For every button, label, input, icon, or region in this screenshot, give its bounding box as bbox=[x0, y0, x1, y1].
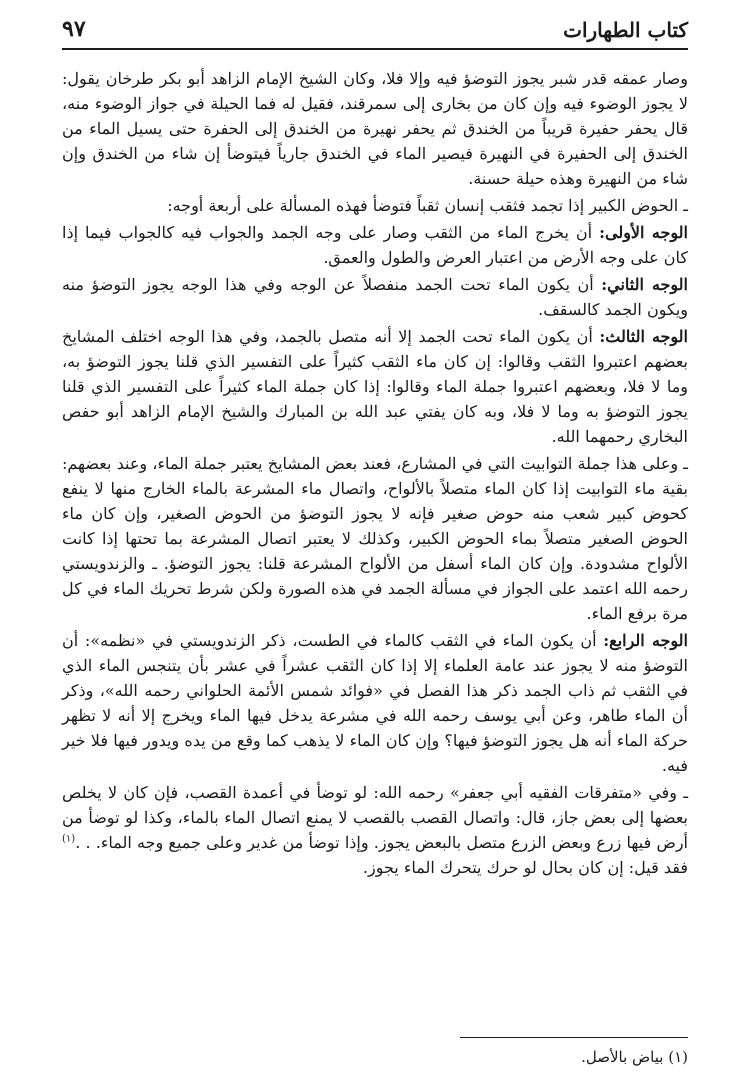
footnote bbox=[62, 1046, 688, 1068]
section-term: الوجه الثالث: bbox=[599, 327, 689, 346]
footnote-number: (١) bbox=[668, 1048, 688, 1066]
section-term: الوجه الأولى: bbox=[599, 223, 688, 242]
section-term: الوجه الرابع: bbox=[603, 631, 689, 650]
body-text bbox=[62, 66, 688, 882]
paragraph: الوجه الأولى: أن يخرج الماء من الثقب وصار على وجه الجمد والجواب فيه كالجواب فيما إذا كان على وجه الأرض من اعتبار العرض والطول والعمق. bbox=[62, 223, 688, 267]
section-term: الوجه الثاني: bbox=[601, 275, 689, 294]
paragraph: وصار عمقه قدر شبر يجوز التوضؤ فيه وإلا فلا، وكان الشيخ الإمام الزاهد أبو بكر طرخان يقول: لا يجوز الوضوء فيه وإن كان من بخارى إلى سمرقند، فقيل له فما الحيلة في جواز الوضوء منه، قال يحفر حفيرة قريباً من الخندق ثم يحفر نهيرة من الخندق إلى الحفرة حتى يسيل الماء من الخندق إلى الحفيرة في النهيرة فيصير الماء في الخندق جارياً فيتوضأ إن شاء من الخندق وإن شاء من النهيرة وهذه حيلة حسنة. bbox=[62, 69, 688, 188]
footnote-text: بياض بالأصل. bbox=[581, 1048, 664, 1066]
paragraph: الوجه الثاني: أن يكون الماء تحت الجمد منفصلاً عن الوجه وفي هذا الوجه يجوز التوضؤ منه ويكون الجمد كالسقف. bbox=[62, 275, 689, 319]
paragraph: الوجه الثالث: أن يكون الماء تحت الجمد إلا أنه متصل بالجمد، وفي هذا الوجه اختلف المشايخ بعضهم اعتبروا الثقب وقالوا: إن كان ماء الثقب كثيراً على التفسير الذي قلنا يجوز التوضؤ به، وما لا فلا، وبعضهم اعتبروا جملة الماء وقالوا: إذا كان جملة الماء كثيراً على التفسير الذي قلنا يجوز التوضؤ به وما لا فلا، وبه كان يفتي عبد الله بن المبارك والشيخ الإمام الزاهد أبو حفص البخاري رحمهما الله. bbox=[62, 327, 689, 446]
header-rule bbox=[62, 48, 688, 50]
footnote-marker: (١) bbox=[62, 833, 76, 845]
page-header bbox=[62, 14, 688, 50]
paragraph: ـ وفي «متفرقات الفقيه أبي جعفر» رحمه الله: لو توضأ في أعمدة القصب، فإن كان لا يخلص بعضها إلى بعض جاز، قال: واتصال القصب بالقصب لا يمنع اتصال الماء بالماء، وكذا لو توضأ من أرض فيها زرع وبعض الزرع متصل بالبعض يجوز. وإذا توضأ من غدير وعلى جميع وجه الماء. . .$^{(١)}$ فقد قيل: إن كان بحال لو حرك يتحرك الماء يجوز. bbox=[62, 783, 688, 877]
footnote-rule bbox=[460, 1037, 688, 1038]
page-number: ٩٧ bbox=[62, 16, 86, 42]
paragraph: ـ وعلى هذا جملة التوابيت التي في المشارع، فعند بعض المشايخ يعتبر جملة الماء، وعند بعضهم: بقية ماء التوابيت إذا كان الماء متصلاً بالألواح، واتصال ماء المشرعة بالماء الخارج منها لا ينفع كحوض كبير شعب منه حوض صغير فإنه لا يجوز التوضؤ من الحوض الصغير، وإن كان ماء الحوض الصغير متصلاً بماء الحوض الكبير، وكذلك لا يعتبر اتصال المشرعة بما تحتها إذا كانت الألواح مشدودة. وإن كان الماء أسفل من الألواح المشرعة قلنا: يجوز التوضؤ. ـ والزندويستي رحمه الله اعتمد على الجواز في مسألة الجمد في هذه الصورة ولكن شرط تحريك الماء في كل مرة برفع الماء. bbox=[62, 454, 688, 623]
paragraph: الوجه الرابع: أن يكون الماء في الثقب كالماء في الطست، ذكر الزندويستي في «نظمه»: أن التوضؤ منه لا يجوز عند عامة العلماء إلا إذا كان الثقب عشراً في عشر بأن يتنجس الماء الذي في الثقب ثم ذاب الجمد ذكر هذا الفصل في «فوائد شمس الأئمة الحلواني رحمه الله»، وذكر أن الماء طاهر، وعن أبي يوسف رحمه الله في مشرعة يدخل فيها الماء ويخرج إلا أنه لا تظهر حركة الماء أنه هل يجوز التوضؤ فيها؟ وإن كان الماء لا يذهب كما وقع من يده ويدور فيها فلا خير فيه. bbox=[62, 631, 689, 775]
book-title: كتاب الطهارات bbox=[563, 18, 688, 42]
paragraph: ـ الحوض الكبير إذا تجمد فثقب إنسان ثقباً فتوضأ فهذه المسألة على أربعة أوجه: bbox=[167, 196, 688, 215]
